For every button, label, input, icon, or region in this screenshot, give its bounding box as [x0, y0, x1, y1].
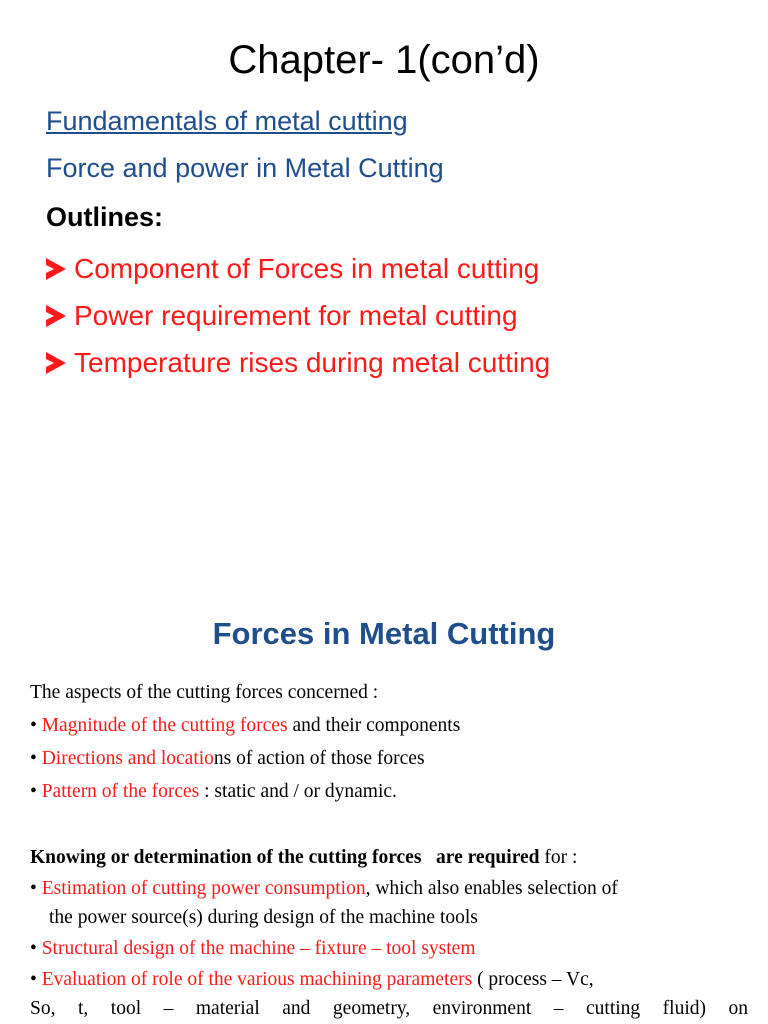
aspect-item — [30, 775, 748, 808]
requirement-item — [30, 932, 748, 965]
knowing-heading — [30, 841, 748, 874]
aspect-highlight: Magnitude of the cutting forces — [41, 715, 288, 736]
requirement-item — [30, 874, 748, 932]
requirement-text-cont: So, t, tool – material and geometry, environment – cutting fluid) on — [30, 998, 748, 1019]
outlines-label: Outlines: — [46, 202, 164, 232]
outline-item — [46, 339, 550, 386]
slide-forces — [0, 575, 768, 1024]
forces-body — [30, 676, 748, 1023]
aspect-text: ns of action of those forces — [213, 748, 425, 769]
aspect-highlight: Pattern of the forces — [41, 781, 200, 802]
aspect-item — [30, 742, 748, 775]
aspect-highlight: Directions and locatio — [41, 748, 214, 769]
forces-title: Forces in Metal Cutting — [212, 616, 556, 651]
aspect-text: and their components — [287, 715, 461, 736]
outline-list — [46, 245, 550, 386]
chapter-title: Chapter- 1(con’d) — [228, 38, 540, 82]
requirement-text: ( process – Vc, — [472, 969, 594, 990]
outline-item-text: Power requirement for metal cutting — [74, 300, 518, 331]
arrow-bullet-icon — [46, 305, 66, 327]
spacer — [30, 808, 748, 841]
arrow-bullet-icon — [46, 258, 66, 280]
aspects-intro: The aspects of the cutting forces concerned : — [30, 682, 379, 703]
outline-item-text: Component of Forces in metal cutting — [74, 253, 540, 284]
requirement-text: , which also enables selection of — [365, 878, 618, 899]
knowing-rest: for : — [539, 847, 578, 868]
requirement-highlight: Estimation of cutting power consumption — [41, 878, 366, 899]
requirement-highlight: Structural design of the machine – fixture – tool system — [41, 938, 476, 959]
requirement-text-cont: the power source(s) during design of the machine tools — [49, 907, 478, 928]
aspect-item — [30, 709, 748, 742]
subtitle-fundamentals: Fundamentals of metal cutting — [46, 106, 408, 136]
outline-item — [46, 245, 550, 292]
requirement-highlight: Evaluation of role of the various machining parameters — [41, 969, 473, 990]
outline-item — [46, 292, 550, 339]
arrow-bullet-icon — [46, 352, 66, 374]
aspect-text: : static and / or dynamic. — [199, 781, 397, 802]
requirement-item — [30, 965, 748, 1023]
subtitle-force-power: Force and power in Metal Cutting — [46, 153, 444, 183]
knowing-bold-a: Knowing or determination of the cutting forces — [30, 847, 422, 868]
outline-item-text: Temperature rises during metal cutting — [74, 347, 551, 378]
knowing-bold-b: are required — [436, 847, 540, 868]
